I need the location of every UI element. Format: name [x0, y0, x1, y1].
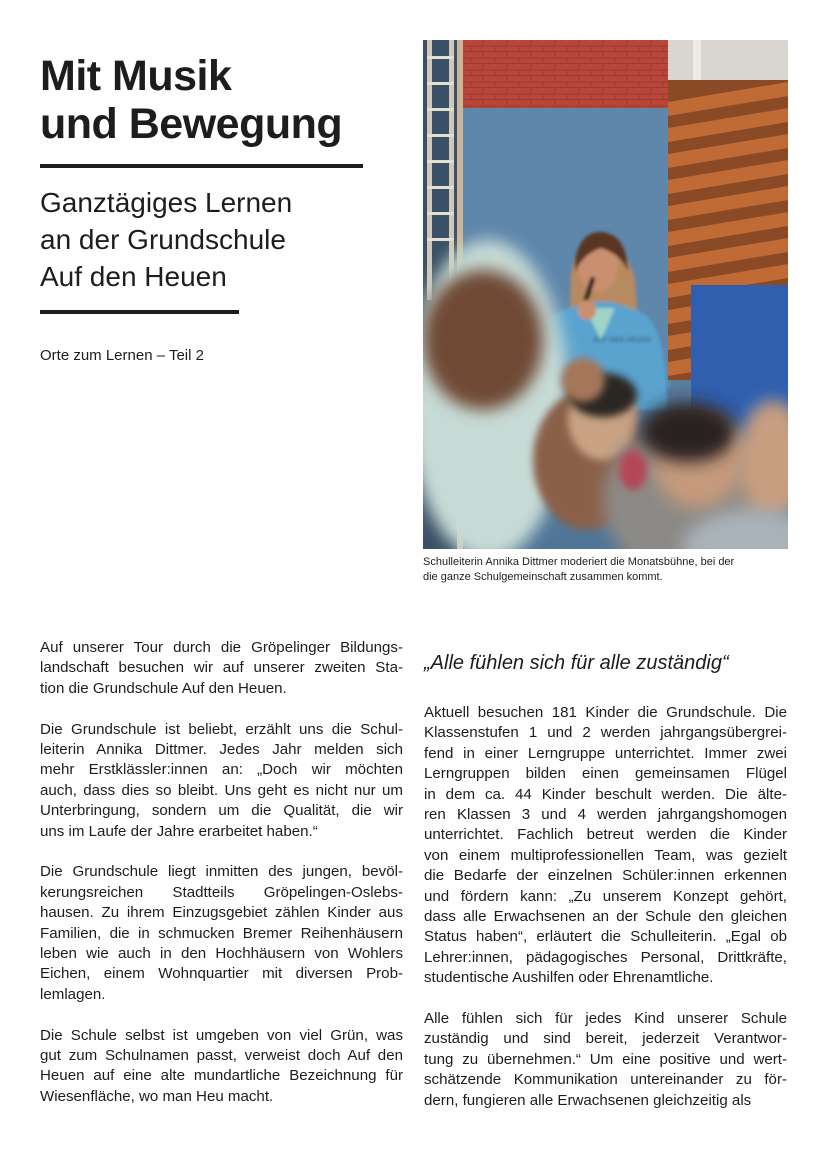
- text-line: leben wie auch in den Hochhäusern von Wohlers: [40, 945, 403, 963]
- text-line: und fördern kann: „Zu unserem Konzept gehört,: [424, 887, 787, 905]
- article-title: Mit Musik und Bewegung: [40, 52, 343, 148]
- article-column-left: [40, 638, 403, 1128]
- text-line: dass alle Erwachsenen an der Schule den gleichen: [424, 908, 787, 926]
- paragraph: [40, 720, 403, 842]
- text-line: die Bedarfe der einzelnen Schüler:innen erkennen: [424, 867, 787, 885]
- paragraph: [40, 862, 403, 1005]
- text-line: Klassenstufen 1 und 2 werden jahrgangsübergrei-: [424, 724, 787, 742]
- text-line: Auf unserer Tour durch die Gröpelinger Bildungs-: [40, 639, 403, 656]
- photo-caption: Schulleiterin Annika Dittmer moderiert die Monatsbühne, bei der die ganze Schulgemeinschaft zusammen kommt.: [423, 556, 735, 583]
- text-line: gut zum Schulnamen passt, verweist doch Auf den: [40, 1047, 403, 1065]
- text-line: auch, dass dies so bleibt. Uns geht es nicht nur um: [40, 781, 403, 799]
- text-line: Lehrer:innen, pädagogisches Personal, Drittkräfte,: [424, 948, 787, 966]
- text-line: schätzende Kommunikation untereinander zu för-: [424, 1071, 787, 1089]
- text-line: mehr Erstklässler:innen an: „Doch wir möchten: [40, 761, 403, 779]
- text-line: Wiesenfläche, wo man Heu macht.: [40, 1087, 274, 1105]
- subtitle-divider: [40, 310, 239, 314]
- text-line: ren Klassen 3 und 4 werden jahrgangshomogen: [424, 806, 787, 824]
- text-line: studentische Aushilfen oder Ehrenamtliche.: [424, 969, 714, 987]
- text-line: Familien, die in schmucken Bremer Reihenhäusern: [40, 924, 403, 942]
- title-divider: [40, 164, 363, 168]
- text-line: in dem ca. 44 Kinder beschult werden. Die älte-: [424, 785, 787, 803]
- article-subtitle: Ganztägiges Lernen an der Grundschule Auf den Heuen: [40, 187, 293, 292]
- text-line: Alle fühlen sich für jedes Kind unserer Schule: [424, 1010, 787, 1028]
- paragraph: [40, 1026, 403, 1108]
- text-line: leiterin Annika Dittmer. Jedes Jahr melden sich: [40, 741, 403, 759]
- text-line: Die Schule selbst ist umgeben von viel Grün, was: [40, 1026, 403, 1044]
- text-line: landschaft besuchen wir auf unserer zweiten Sta-: [40, 659, 403, 677]
- text-line: Die Grundschule liegt inmitten des jungen, bevöl-: [40, 863, 403, 881]
- text-line: Lerngruppen bilden einen gemeinsamen Flügel: [424, 765, 787, 783]
- shirt-print: AUF DEN HEUEN: [593, 336, 651, 344]
- text-line: tung zu übernehmen.“ Um eine positive und wert-: [424, 1050, 787, 1068]
- text-line: uns im Laufe der Jahre erarbeitet haben.“: [40, 822, 318, 840]
- series-label: Orte zum Lernen – Teil 2: [40, 347, 204, 364]
- text-line: Eichen, einem Wohnquartier mit diversen Prob-: [40, 965, 403, 983]
- text-line: unterrichtet. Fachlich betreut werden die Kinder: [424, 826, 787, 844]
- photo-illustration: [423, 40, 788, 549]
- text-line: zuständig und sind bereit, jederzeit Verantwor-: [424, 1030, 787, 1048]
- text-line: fend in einer Lerngruppe unterrichtet. Immer zwei: [424, 744, 787, 762]
- article-photo: [423, 40, 788, 549]
- text-line: hausen. Zu ihrem Einzugsgebiet zählen Kinder aus: [40, 904, 403, 922]
- paragraph: [424, 703, 787, 989]
- text-line: Heuen auf eine alte mundartliche Bezeichnung für: [40, 1067, 403, 1085]
- section-heading: „Alle fühlen sich für alle zuständig“: [424, 652, 729, 674]
- text-line: kerungsreichen Stadtteils Gröpelingen-Oslebs-: [40, 883, 403, 901]
- text-line: tion die Grundschule Auf den Heuen.: [40, 679, 287, 697]
- text-line: Aktuell besuchen 181 Kinder die Grundschule. Die: [424, 704, 787, 721]
- text-line: Die Grundschule ist beliebt, erzählt uns die Schul-: [40, 720, 403, 738]
- text-line: lemlagen.: [40, 985, 106, 1003]
- text-line: dern, fungieren alle Erwachsenen gleichzeitig als: [424, 1091, 752, 1109]
- text-line: Unterbringung, sondern um die Qualität, die wir: [40, 802, 403, 820]
- text-line: von einem multiprofessionellen Team, was gezielt: [424, 846, 787, 864]
- paragraph: [40, 638, 403, 699]
- text-line: Status haben“, erläutert die Schulleiterin. „Egal ob: [424, 928, 787, 946]
- paragraph: [424, 1009, 787, 1111]
- article-column-right: [424, 703, 787, 1132]
